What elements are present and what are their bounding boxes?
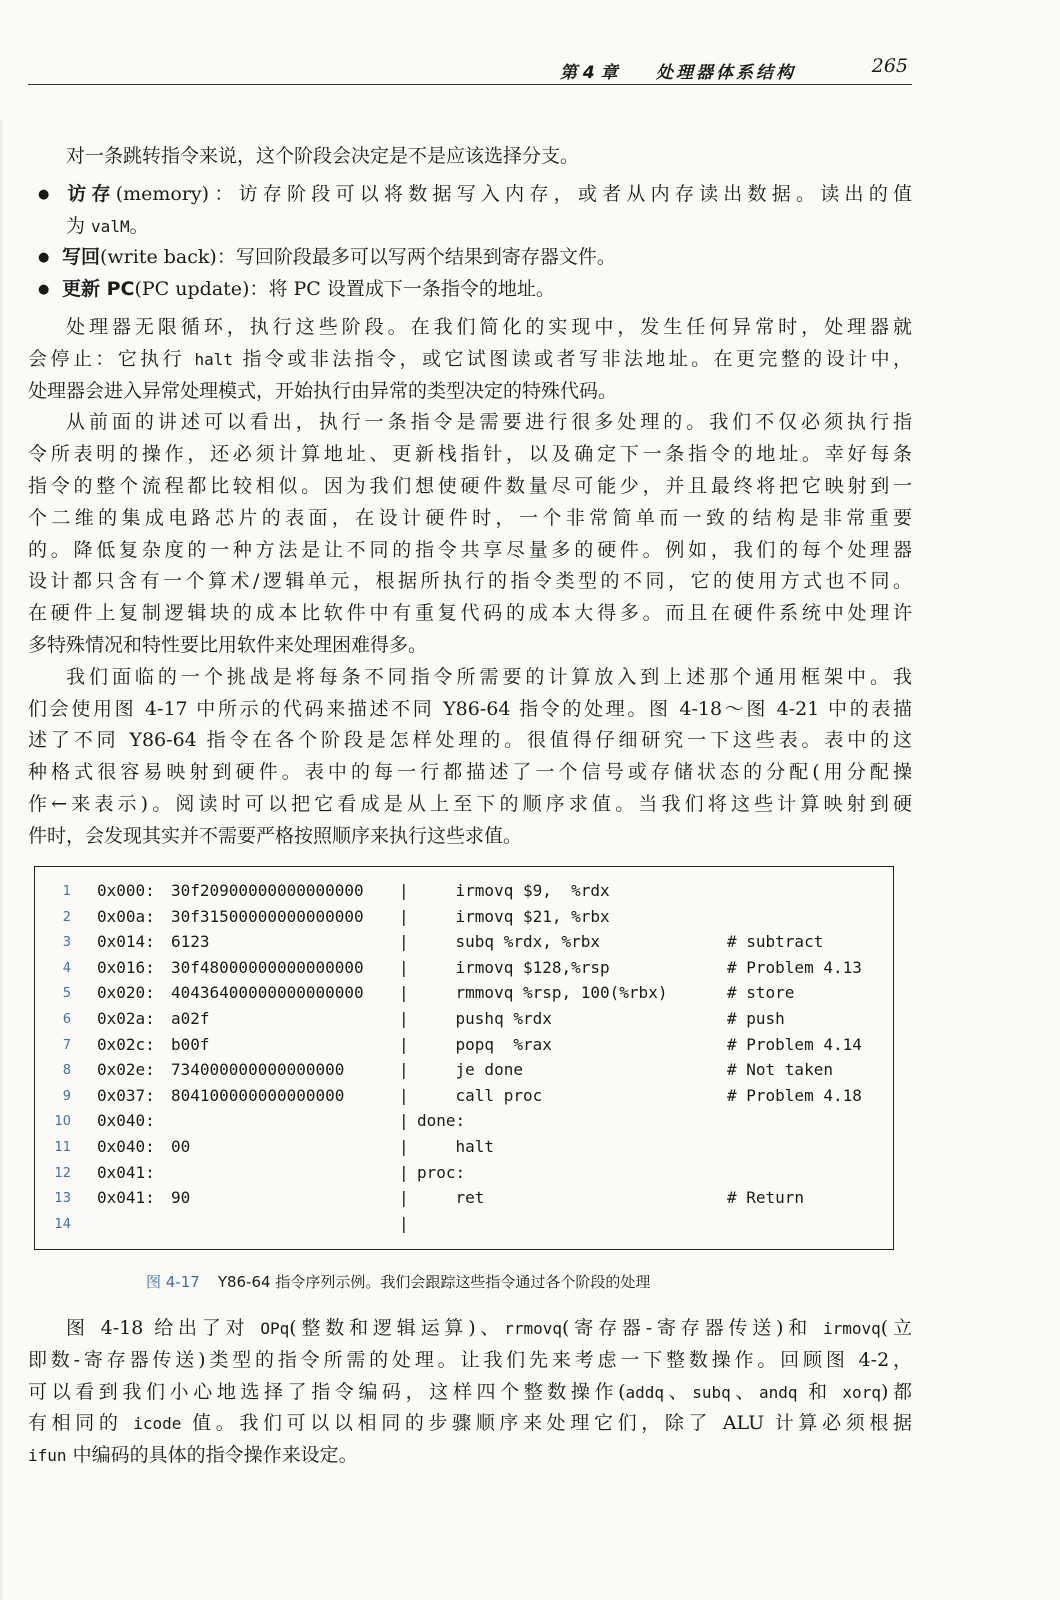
line-number: 2 <box>62 909 71 925</box>
code-separator: | <box>399 1111 409 1131</box>
code-separator: | <box>399 1085 409 1105</box>
code-line <box>35 1086 893 1112</box>
assembly-text: subq %rdx, %rbx <box>417 932 601 952</box>
bullet-term: 访存 <box>62 182 116 205</box>
line-number: 12 <box>54 1165 71 1181</box>
code-bytes: 804100000000000000 <box>171 1085 345 1105</box>
line-number: 11 <box>54 1140 71 1155</box>
code-bytes: a02f <box>171 1009 210 1028</box>
code-comment: # Problem 4.18 <box>727 1085 862 1105</box>
code-line <box>35 907 893 933</box>
text-line: 设计都只含有一个算术/逻辑单元，根据所执行的指令类型的不同，它的使用方式也不同。 <box>28 570 912 593</box>
bullet-text: (write back)：写回阶段最多可以写两个结果到寄存器文件。 <box>100 246 616 269</box>
code-line <box>35 881 893 907</box>
code-bytes: 30f48000000000000000 <box>171 957 364 977</box>
code-comment: # Problem 4.13 <box>727 957 862 977</box>
code-line <box>35 932 893 958</box>
body-text <box>28 141 912 853</box>
code-line <box>35 1111 893 1137</box>
code-bytes: 30f31500000000000000 <box>171 906 364 926</box>
assembly-text: irmovq $21, %rbx <box>417 906 610 926</box>
text-segment: (寄存器-寄存器传送)和 <box>562 1317 823 1339</box>
bullet-text: (memory)：访存阶段可以将数据写入内存，或者从内存读出数据。读出的值 <box>115 182 912 205</box>
code-separator: | <box>399 1213 409 1233</box>
line-number: 10 <box>54 1114 71 1130</box>
code-term: OPq <box>260 1319 290 1338</box>
code-comment: # Problem 4.14 <box>727 1034 862 1054</box>
text-line <box>28 274 912 306</box>
running-header <box>560 54 908 82</box>
code-address: 0x00a: <box>97 906 155 926</box>
text-line <box>28 1408 912 1440</box>
code-bytes: 30f20900000000000000 <box>171 881 364 900</box>
code-separator: | <box>399 983 409 1003</box>
text-line <box>28 1377 912 1409</box>
bullet-dot: ● <box>38 282 50 298</box>
code-line <box>35 1060 893 1086</box>
code-separator: | <box>399 1034 409 1054</box>
text-line <box>28 1313 912 1345</box>
line-number: 5 <box>62 986 71 1002</box>
code-address: 0x014: <box>97 932 155 952</box>
text-line: 种格式很容易映射到硬件。表中的每一行都描述了一个信号或存储状态的分配(用分配操 <box>28 761 912 784</box>
assembly-text: pushq %rdx <box>417 1009 552 1028</box>
text-segment: 值。我们可以以相同的步骤顺序来处理它们，除了 ALU 计算必须根据 <box>181 1412 912 1435</box>
assembly-text: call proc <box>417 1085 543 1105</box>
code-bytes: b00f <box>171 1034 210 1054</box>
text-segment: 图 4-18 给出了对 <box>66 1317 261 1339</box>
line-number: 3 <box>62 935 71 951</box>
code-comment: # push <box>727 1009 785 1028</box>
code-bytes: 40436400000000000000 <box>171 983 364 1003</box>
line-number: 13 <box>54 1191 71 1207</box>
chapter-title: 处理器体系结构 <box>656 63 796 83</box>
line-number: 1 <box>62 884 71 899</box>
assembly-text: irmovq $128,%rsp <box>417 957 610 977</box>
assembly-text: ret <box>417 1188 485 1208</box>
text-segment: 指令或非法指令，或它试图读或者写非法地址。在更完整的设计中， <box>233 347 912 370</box>
code-separator: | <box>399 906 409 926</box>
text-line: 处理器无限循环，执行这些阶段。在我们简化的实现中，发生任何异常时，处理器就 <box>66 315 912 338</box>
code-comment: # Not taken <box>727 1060 833 1080</box>
code-line <box>35 958 893 984</box>
code-comment: # store <box>727 983 795 1003</box>
page-number: 265 <box>871 55 908 77</box>
code-bytes: 6123 <box>171 932 210 952</box>
code-line <box>35 983 893 1009</box>
bullet-term: 更新 PC <box>62 278 135 301</box>
code-line <box>35 1188 893 1214</box>
text-line <box>28 1440 912 1472</box>
code-address: 0x000: <box>97 881 155 900</box>
line-number: 8 <box>62 1063 71 1079</box>
code-term: andq <box>759 1382 798 1402</box>
code-address: 0x037: <box>97 1085 155 1105</box>
code-term: halt <box>194 349 234 369</box>
code-address: 0x041: <box>97 1162 155 1182</box>
text-segment: (立 <box>880 1317 912 1339</box>
text-line: 们会使用图 4-17 中所示的代码来描述不同 Y86-64 指令的处理。图 4-18～图 4-21 中的表描 <box>28 697 912 720</box>
text-segment: 有相同的 <box>28 1412 134 1435</box>
text-line <box>28 344 912 376</box>
code-term: subq <box>692 1382 731 1402</box>
text-segment: (整数和逻辑运算)、 <box>289 1317 505 1339</box>
code-separator: | <box>399 932 409 952</box>
code-line <box>35 1137 893 1163</box>
text-line: 处理器会进入异常处理模式，开始执行由异常的类型决定的特殊代码。 <box>28 379 618 402</box>
text-line <box>28 179 912 211</box>
code-term: irmovq <box>822 1319 881 1338</box>
text-segment: 、 <box>730 1380 759 1403</box>
figure-caption <box>146 1271 846 1292</box>
code-term: ifun <box>28 1446 67 1466</box>
code-address: 0x041: <box>97 1188 155 1208</box>
code-bytes: 734000000000000000 <box>171 1060 345 1080</box>
assembly-text: irmovq $9, %rdx <box>417 881 610 900</box>
text-line <box>28 211 912 243</box>
text-segment: 和 <box>797 1380 843 1403</box>
text-line: 个二维的集成电路芯片的表面，在设计硬件时，一个非常简单而一致的结构是非常重要 <box>28 506 912 529</box>
text-line: 我们面临的一个挑战是将每条不同指令所需要的计算放入到上述那个通用框架中。我 <box>66 665 912 688</box>
code-address: 0x02e: <box>97 1060 155 1080</box>
code-separator: | <box>399 957 409 977</box>
code-line <box>35 1214 893 1240</box>
line-number: 6 <box>62 1012 71 1027</box>
code-address: 0x040: <box>97 1137 155 1156</box>
code-separator: | <box>399 1162 409 1182</box>
assembly-text: popq %rax <box>417 1034 552 1054</box>
text-segment: 为 <box>66 214 92 237</box>
code-address: 0x02a: <box>97 1009 155 1028</box>
code-line <box>35 1163 893 1189</box>
figure-number: 图 4-17 <box>146 1273 200 1291</box>
bullet-dot: ● <box>38 186 50 202</box>
text-segment: 。 <box>129 214 149 237</box>
code-comment: # Return <box>727 1188 805 1208</box>
line-number: 4 <box>62 960 71 976</box>
code-comment: # subtract <box>727 932 824 952</box>
assembly-text: je done <box>417 1060 523 1080</box>
code-separator: | <box>399 1060 409 1080</box>
text-line: 在硬件上复制逻辑块的成本比软件中有重复代码的成本大得多。而且在硬件系统中处理许 <box>28 602 912 625</box>
code-term: xorq <box>842 1382 881 1402</box>
code-line <box>35 1035 893 1061</box>
code-term: rrmovq <box>504 1319 563 1338</box>
text-segment: 会停止：它执行 <box>28 347 195 370</box>
scan-shadow <box>0 120 4 1600</box>
text-segment: )都 <box>880 1380 912 1403</box>
line-number: 14 <box>54 1216 71 1232</box>
chapter-label: 第 4 章 <box>560 63 618 83</box>
code-separator: | <box>399 1188 409 1208</box>
code-address: 0x020: <box>97 983 155 1003</box>
text-line: 指令的整个流程都比较相似。因为我们想使硬件数量尽可能少，并且最终将把它映射到一 <box>28 474 912 497</box>
text-line <box>28 1345 912 1377</box>
assembly-text: proc: <box>417 1162 466 1182</box>
code-term: addq <box>625 1382 665 1402</box>
code-separator: | <box>399 1009 409 1028</box>
text-line: 多特殊情况和特性要比用软件来处理困难得多。 <box>28 633 428 656</box>
text-line <box>28 242 912 274</box>
line-number: 9 <box>62 1088 71 1104</box>
text-line: 从前面的讲述可以看出，执行一条指令是需要进行很多处理的。我们不仅必须执行指 <box>66 411 912 434</box>
code-separator: | <box>399 1137 409 1156</box>
text-line: 令所表明的操作，还必须计算地址、更新栈指针，以及确定下一条指令的地址。幸好每条 <box>28 443 912 466</box>
text-line: 件时，会发现其实并不需要严格按照顺序来执行这些求值。 <box>28 824 523 847</box>
line-number: 7 <box>62 1037 71 1053</box>
text-segment: 即数-寄存器传送)类型的指令所需的处理。让我们先来考虑一下整数操作。回顾图 4-2， <box>28 1348 912 1371</box>
header-rule <box>28 84 912 85</box>
code-address: 0x040: <box>97 1111 155 1131</box>
text-line: 对一条跳转指令来说，这个阶段会决定是不是应该选择分支。 <box>66 145 580 167</box>
assembly-text: halt <box>417 1137 495 1156</box>
code-listing-figure <box>34 866 894 1250</box>
bullet-term: 写回 <box>62 246 101 269</box>
code-line <box>35 1009 893 1035</box>
code-address: 0x016: <box>97 957 155 977</box>
code-bytes: 90 <box>171 1188 191 1208</box>
caption-text: Y86-64 指令序列示例。我们会跟踪这些指令通过各个阶段的处理 <box>217 1273 651 1291</box>
code-bytes: 00 <box>171 1137 191 1156</box>
bullet-dot: ● <box>38 250 50 266</box>
text-line: 述了不同 Y86-64 指令在各个阶段是怎样处理的。很值得仔细研究一下这些表。表中的这 <box>28 729 912 752</box>
code-address: 0x02c: <box>97 1034 155 1054</box>
text-segment: 可以看到我们小心地选择了指令编码，这样四个整数操作( <box>28 1380 626 1403</box>
assembly-text: done: <box>417 1111 466 1131</box>
text-segment: 、 <box>664 1380 693 1403</box>
assembly-text: rmmovq %rsp, 100(%rbx) <box>417 983 668 1003</box>
body-text-2 <box>28 1313 912 1472</box>
bullet-text: (PC update)：将 PC 设置成下一条指令的地址。 <box>134 278 555 301</box>
code-separator: | <box>399 881 409 900</box>
code-term: valM <box>91 216 130 236</box>
text-line: 作←来表示)。阅读时可以把它看成是从上至下的顺序求值。当我们将这些计算映射到硬 <box>28 792 912 815</box>
text-segment: 中编码的具体的指令操作来设定。 <box>66 1444 358 1467</box>
code-term: icode <box>133 1414 182 1434</box>
text-line: 的。降低复杂度的一种方法是让不同的指令共享尽量多的硬件。例如，我们的每个处理器 <box>28 538 912 561</box>
